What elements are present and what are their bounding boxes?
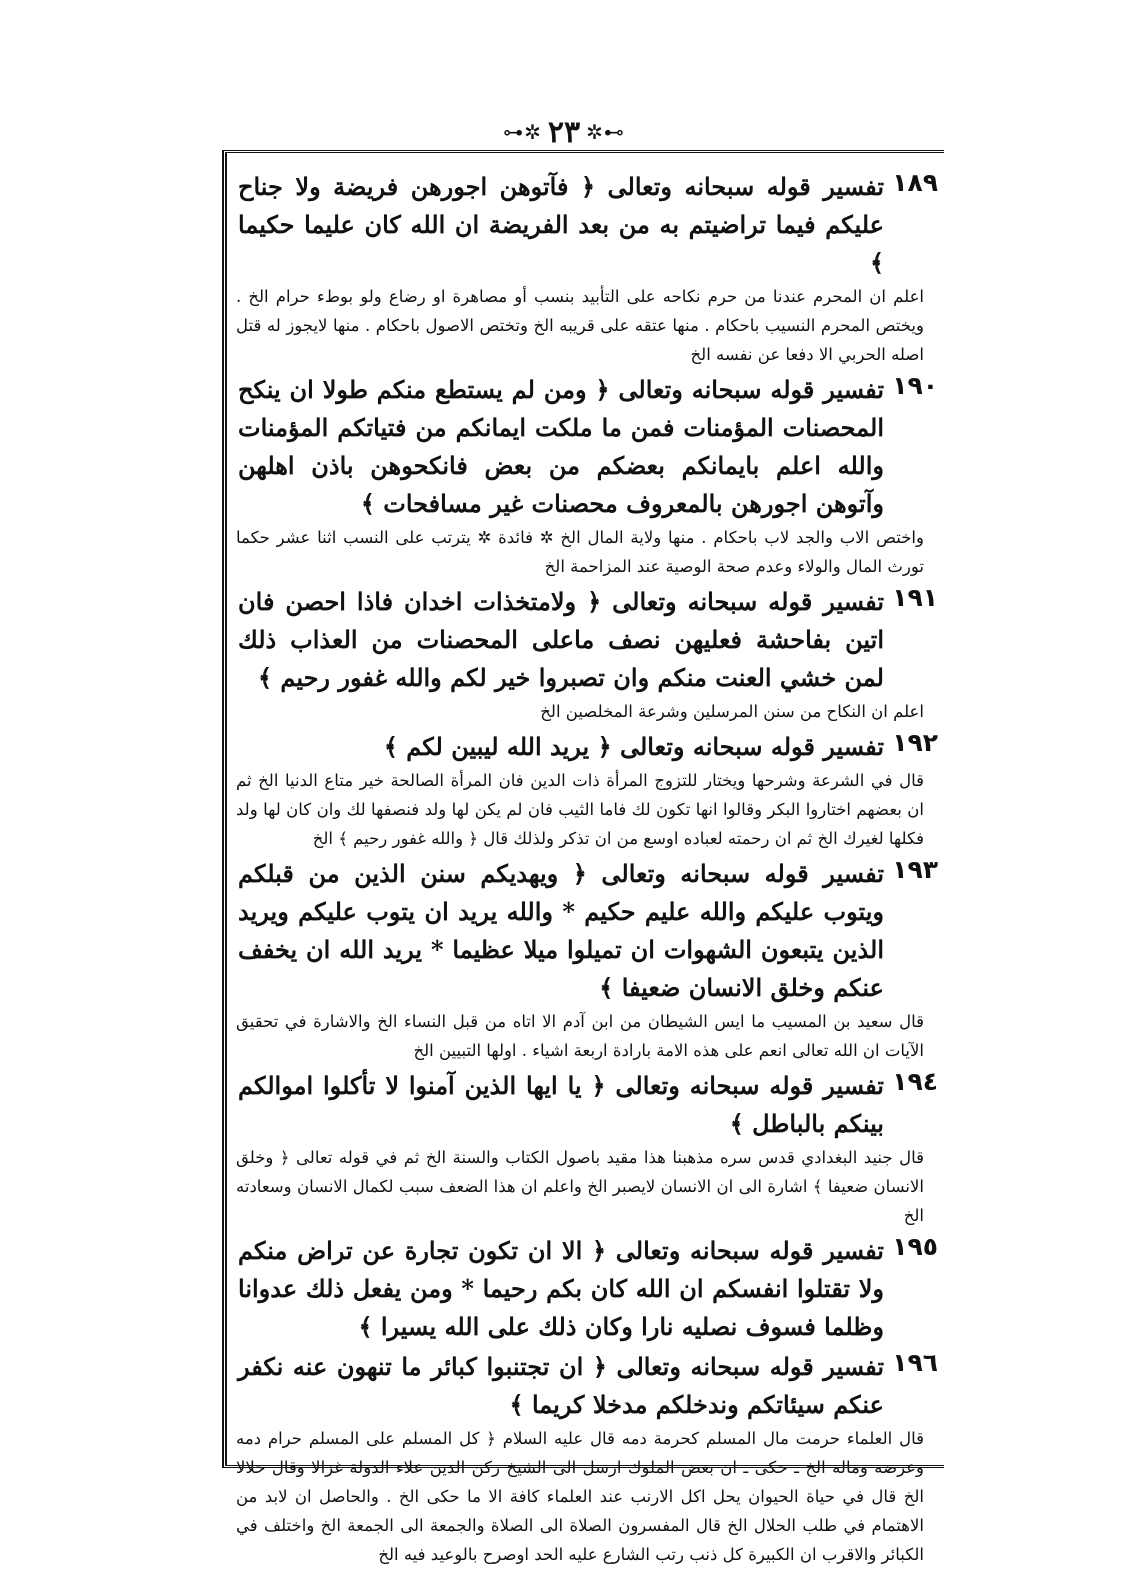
verse-text: تفسير قوله سبحانه وتعالى ﴿ الا ان تكون تجارة عن تراض منكم ولا تقتلوا انفسكم ان الله كان بكم رحيما * ومن يفعل ذلك عدوانا وظلما فسوف نصليه نارا وكان ذلك على الله يسيرا ﴾: [238, 1236, 884, 1341]
verse-number: ١٩٥: [892, 1232, 938, 1261]
entry-192: [236, 728, 942, 853]
verse-number: ١٩٦: [892, 1348, 938, 1377]
verse-number: ١٩٠: [892, 371, 938, 400]
ornament-right: ✲⊷: [586, 120, 625, 144]
entry-189: [236, 168, 942, 369]
page-body: [236, 168, 942, 1564]
commentary-text: اعلم ان المحرم عندنا من حرم نكاحه على التأبيد بنسب أو مصاهرة او رضاع ولو بوطء حرام الخ . ويختص المحرم النسيب باحكام . منها عتقه على قريبه الخ وتختص الاصول باحكام . منها لايجوز له قتل اصله الحربي الا دفعا عن نفسه الخ: [236, 287, 924, 364]
entry-191: [236, 583, 942, 726]
entry-190: [236, 371, 942, 581]
verse-number: ١٨٩: [892, 168, 938, 197]
entry-193: [236, 855, 942, 1065]
entry-196: [236, 1348, 942, 1569]
verse-text: تفسير قوله سبحانه وتعالى ﴿ يريد الله ليبين لكم ﴾: [383, 732, 884, 761]
commentary-text: اعلم ان النكاح من سنن المرسلين وشرعة المخلصين الخ: [540, 702, 924, 721]
verse-text: تفسير قوله سبحانه وتعالى ﴿ ان تجتنبوا كبائر ما تنهون عنه نكفر عنكم سيئاتكم وندخلكم مدخلا كريما ﴾: [238, 1352, 885, 1419]
commentary-text: قال في الشرعة وشرحها ويختار للتزوج المرأة ذات الدين فان المرأة الصالحة خير متاع الدنيا الخ ثم ان بعضهم اختاروا البكر وقالوا انها تكون لك فاما الثيب فان لم يكن لها ولد فنصفها لك وان كان لها ولد فكلها لغيرك الخ ثم ان رحمته لعباده اوسع من ان تذكر ولذلك قال ﴿ والله غفور رحيم ﴾ الخ: [236, 771, 924, 848]
entry-194: [236, 1067, 942, 1230]
verse-number: ١٩٢: [892, 728, 938, 757]
page-number: ٢٣: [547, 114, 581, 150]
page-header: [0, 112, 1128, 152]
commentary-text: قال جنيد البغدادي قدس سره مذهبنا هذا مقيد باصول الكتاب والسنة الخ ثم في قوله تعالى ﴿ وخلق الانسان ضعيفا ﴾ اشارة الى ان الانسان لايصبر الخ واعلم ان هذا الضعف سبب لكمال الانسان وسعادته الخ: [236, 1148, 924, 1225]
commentary-text: قال العلماء حرمت مال المسلم كحرمة دمه قال عليه السلام ﴿ كل المسلم على المسلم حرام دمه وعرضه وماله الخ ـ حكى ـ ان بعض الملوك ارسل الى الشيخ ركن الدين علاء الدولة غزالا وقال حلالا الخ قال في حياة الحيوان يحل اكل الارنب عند العلماء كافة الا ما حكى الخ . والحاصل ان لابد من الاهتمام في طلب الحلال الخ قال المفسرون الصلاة الى الصلاة والجمعة الى الجمعة الخ واختلف في الكبائر والاقرب ان الكبيرة كل ذنب رتب الشارع عليه الحد اوصرح بالوعيد فيه الخ: [236, 1429, 924, 1564]
verse-number: ١٩١: [892, 583, 938, 612]
verse-text: تفسير قوله سبحانه وتعالى ﴿ يا ايها الذين آمنوا لا تأكلوا اموالكم بينكم بالباطل ﴾: [238, 1071, 884, 1138]
commentary-text: قال سعيد بن المسيب ما ايس الشيطان من ابن آدم الا اتاه من قبل النساء الخ والاشارة في تحقيق الآيات ان الله تعالى انعم على هذه الامة بارادة اربعة اشياء . اولها التبيين الخ: [236, 1012, 924, 1060]
commentary-text: واختص الاب والجد لاب باحكام . منها ولاية المال الخ ✲ فائدة ✲ يترتب على النسب اثنا عشر حكما تورث المال والولاء وعدم صحة الوصية عند المزاحمة الخ: [236, 528, 924, 576]
verse-text: تفسير قوله سبحانه وتعالى ﴿ فآتوهن اجورهن فريضة ولا جناح عليكم فيما تراضيتم به من بعد الفريضة ان الله كان عليما حكيما ﴾: [238, 172, 884, 277]
verse-text: تفسير قوله سبحانه وتعالى ﴿ ويهديكم سنن الذين من قبلكم ويتوب عليكم والله عليم حكيم * والله يريد ان يتوب عليكم ويريد الذين يتبعون الشهوات ان تميلوا ميلا عظيما * يريد الله ان يخفف عنكم وخلق الانسان ضعيفا ﴾: [238, 859, 884, 1002]
verse-number: ١٩٣: [892, 855, 938, 884]
verse-number: ١٩٤: [892, 1067, 938, 1096]
verse-text: تفسير قوله سبحانه وتعالى ﴿ ومن لم يستطع منكم طولا ان ينكح المحصنات المؤمنات فمن ما ملكت ايمانكم من فتياتكم المؤمنات والله اعلم بايمانكم بعضكم من بعض فانكحوهن باذن اهلهن وآتوهن اجورهن بالمعروف محصنات غير مسافحات ﴾: [238, 375, 884, 518]
ornament-left: ⊶✲: [503, 120, 542, 144]
verse-text: تفسير قوله سبحانه وتعالى ﴿ ولامتخذات اخدان فاذا احصن فان اتين بفاحشة فعليهن نصف ماعلى المحصنات من العذاب ذلك لمن خشي العنت منكم وان تصبروا خير لكم والله غفور رحيم ﴾: [238, 587, 884, 692]
entry-195: [236, 1232, 942, 1346]
